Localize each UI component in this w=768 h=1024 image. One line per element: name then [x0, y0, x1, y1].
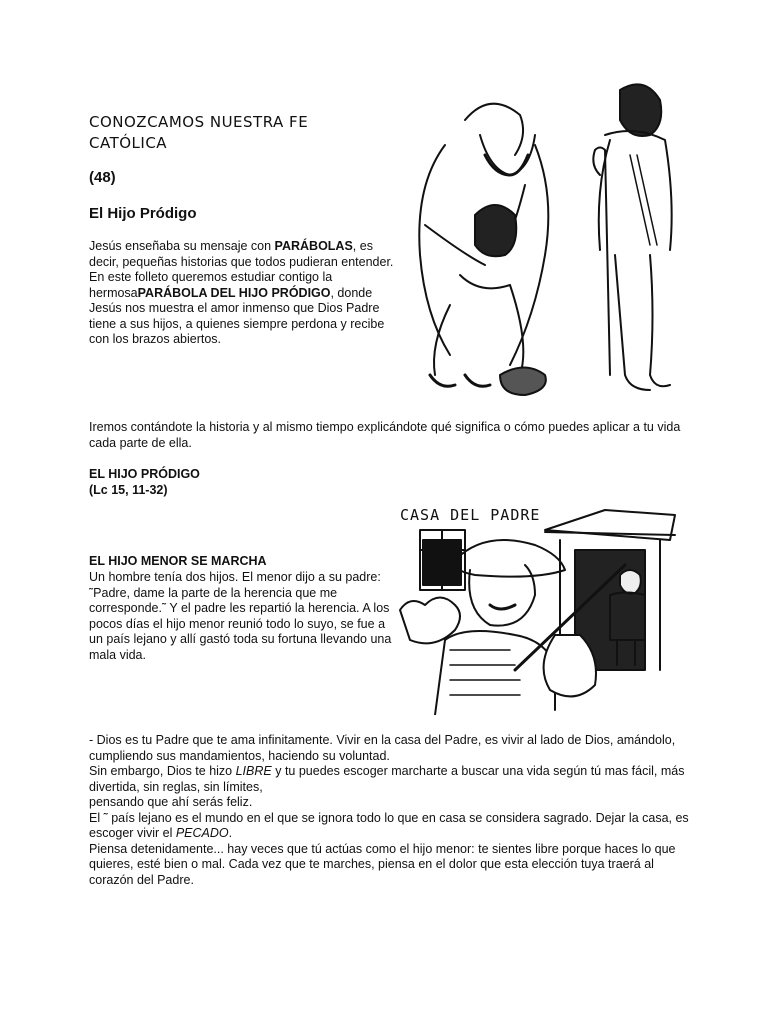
page-title	[89, 112, 389, 154]
intro-text-2: , es decir, pequeñas historias que todos pudieran entender. En este folleto queremos estudiar contigo la hermosa	[89, 239, 394, 300]
section-heading	[89, 467, 200, 498]
continuation-paragraph: Iremos contándote la historia y al mismo tiempo explicándote qué significa o cómo puedes aplicar a tu vida cada parte de ella.	[89, 420, 681, 450]
title-line-2: CATÓLICA	[89, 134, 168, 152]
reflection-line-5: Piensa detenidamente... hay veces que tú actúas como el hijo menor: te sientes libre porque haces lo que quieres, esté bien o mal. Cada vez que te marches, piensa en el dolor que esta elección tuya traerá al corazón del Padre.	[89, 841, 676, 887]
issue-number: (48)	[89, 169, 116, 186]
section-reference: (Lc 15, 11-32)	[89, 482, 168, 497]
intro-paragraph	[89, 239, 404, 348]
reflection-line-4	[89, 811, 689, 842]
prodigal-embrace-illustration	[405, 75, 690, 415]
page-subtitle: El Hijo Pródigo	[89, 205, 197, 222]
story-paragraph: Un hombre tenía dos hijos. El menor dijo a su padre: ˜Padre, dame la parte de la herencia que me corresponde.˜ Y el padre les repartió la herencia. A los pocos días el hijo menor reunió todo lo suyo, se fue a un país lejano y allí gastó toda su fortuna llevando una mala vida.	[89, 570, 392, 662]
title-line-1: CONOZCAMOS NUESTRA FE	[89, 113, 309, 131]
reflection-line-2	[89, 764, 689, 795]
house-sign-label: CASA DEL PADRE	[400, 506, 541, 524]
reflection-text-2b: y tu puedes escoger marcharte a buscar una vida según tú mas fácil, más divertida, sin reglas, sin límites,	[89, 764, 685, 794]
story-subheading: EL HIJO MENOR SE MARCHA	[89, 554, 267, 568]
reflection-line-1: - Dios es tu Padre que te ama infinitamente. Vivir en la casa del Padre, es vivir al lado de Dios, amándolo, cumpliendo sus mandamientos, haciendo su voluntad.	[89, 733, 676, 763]
reflection-text-4a: El ˜ país lejano es el mundo en el que se ignora todo lo que en casa se considera sagrado. Dejar la casa, es escoger vivir el	[89, 810, 689, 840]
reflection-text	[89, 733, 689, 888]
reflection-line-3: pensando que ahí serás feliz.	[89, 795, 253, 809]
reflection-italic-pecado: PECADO	[175, 826, 229, 840]
intro-text-1: Jesús enseñaba su mensaje con	[89, 239, 275, 253]
reflection-italic-libre: LIBRE	[235, 764, 272, 778]
reflection-text-4b: .	[228, 826, 233, 840]
intro-bold-1: PARÁBOLAS	[274, 239, 353, 253]
section-title: EL HIJO PRÓDIGO	[89, 467, 200, 481]
son-leaves-house-illustration	[395, 500, 680, 715]
intro-text-3: , donde Jesús nos muestra el amor inmenso que Dios Padre tiene a sus hijos, a quienes siempre perdona y recibe con los brazos abiertos.	[89, 285, 385, 346]
intro-bold-2: PARÁBOLA DEL HIJO PRÓDIGO	[137, 285, 331, 300]
reflection-text-2a: Sin embargo, Dios te hizo	[89, 764, 236, 778]
